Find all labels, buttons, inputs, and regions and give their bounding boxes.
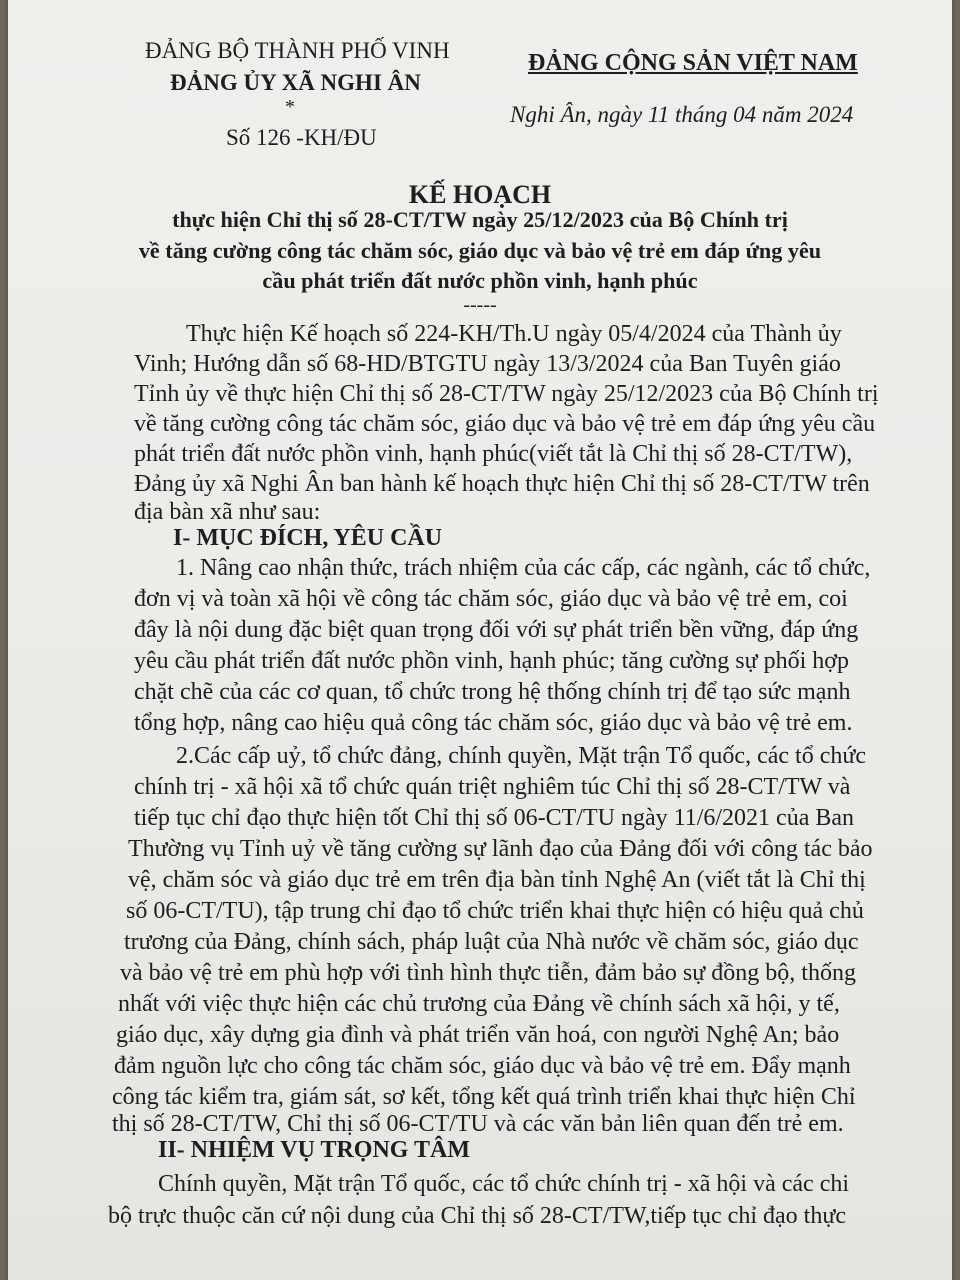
paragraph-line: công tác kiểm tra, giám sát, sơ kết, tổng kết quá trình triển khai thực hiện Chỉ [112, 1084, 856, 1110]
party-committee-name: ĐẢNG BỘ THÀNH PHỐ VINH [145, 38, 450, 63]
title-line-3: cầu phát triển đất nước phồn vinh, hạnh phúc [262, 268, 698, 293]
commune-committee-name: ĐẢNG ỦY XÃ NGHI ÂN [170, 70, 421, 95]
paragraph-line: nhất với việc thực hiện các chủ trương của Đảng về chính sách xã hội, y tế, [118, 991, 840, 1017]
title-separator: ----- [463, 294, 497, 316]
paragraph-line: Đảng ủy xã Nghi Ân ban hành kế hoạch thực hiện Chỉ thị số 28-CT/TW trên [134, 471, 870, 497]
paragraph-line: phát triển đất nước phồn vinh, hạnh phúc(viết tắt là Chỉ thị số 28-CT/TW), [134, 441, 853, 467]
document-title: KẾ HOẠCH [408, 180, 552, 209]
paragraph-line: tổng hợp, nâng cao hiệu quả công tác chăm sóc, giáo dục và bảo vệ trẻ em. [134, 710, 853, 736]
document-number: Số 126 -KH/ĐU [226, 125, 377, 150]
paragraph-line: trương của Đảng, chính sách, pháp luật của Nhà nước về chăm sóc, giáo dục [124, 929, 859, 955]
paragraph-line: 1. Nâng cao nhận thức, trách nhiệm của các cấp, các ngành, các tổ chức, [176, 555, 871, 581]
paragraph-line: chính trị - xã hội xã tổ chức quán triệt nghiêm túc Chỉ thị số 28-CT/TW và [134, 774, 851, 800]
paragraph-line: Chính quyền, Mặt trận Tổ quốc, các tổ chức chính trị - xã hội và các chi [158, 1171, 850, 1197]
paragraph-line: giáo dục, xây dựng gia đình và phát triển văn hoá, con người Nghệ An; bảo [116, 1022, 840, 1048]
place-date: Nghi Ân, ngày 11 tháng 04 năm 2024 [510, 102, 854, 127]
paragraph-line: Tỉnh ủy về thực hiện Chỉ thị số 28-CT/TW ngày 25/12/2023 của Bộ Chính trị [134, 381, 879, 407]
title-line-1: thực hiện Chỉ thị số 28-CT/TW ngày 25/12/2023 của Bộ Chính trị [172, 207, 788, 232]
paragraph-line: số 06-CT/TU), tập trung chỉ đạo tổ chức triển khai thực hiện có hiệu quả chủ [126, 898, 864, 924]
section-heading-2: II- NHIỆM VỤ TRỌNG TÂM [158, 1137, 471, 1163]
star-mark: * [285, 96, 295, 118]
paragraph-line: Thực hiện Kế hoạch số 224-KH/Th.U ngày 05/4/2024 của Thành ủy [186, 321, 842, 347]
paragraph-line: chặt chẽ của các cơ quan, tổ chức trong hệ thống chính trị để tạo sức mạnh [134, 679, 851, 705]
paragraph-line: và bảo vệ trẻ em phù hợp với tình hình thực tiễn, đảm bảo sự đồng bộ, thống [120, 960, 856, 986]
paragraph-line: đây là nội dung đặc biệt quan trọng đối với sự phát triển bền vững, đáp ứng [134, 617, 859, 643]
paragraph-line: vệ, chăm sóc và giáo dục trẻ em trên địa bàn tỉnh Nghệ An (viết tắt là Chỉ thị [128, 867, 866, 893]
paragraph-line: về tăng cường công tác chăm sóc, giáo dục và bảo vệ trẻ em đáp ứng yêu cầu [134, 411, 876, 437]
document-page [8, 0, 952, 1280]
paragraph-line: Thường vụ Tỉnh uỷ về tăng cường sự lãnh đạo của Đảng đối với công tác bảo [128, 836, 873, 862]
paragraph-line: đơn vị và toàn xã hội về công tác chăm sóc, giáo dục và bảo vệ trẻ em, coi [134, 586, 848, 612]
title-line-2: về tăng cường công tác chăm sóc, giáo dục và bảo vệ trẻ em đáp ứng yêu [138, 238, 822, 263]
paragraph-line: 2.Các cấp uỷ, tổ chức đảng, chính quyền, Mặt trận Tổ quốc, các tổ chức [176, 743, 867, 769]
paragraph-line: thị số 28-CT/TW, Chỉ thị số 06-CT/TU và các văn bản liên quan đến trẻ em. [112, 1111, 844, 1137]
paragraph-line: tiếp tục chỉ đạo thực hiện tốt Chỉ thị số 06-CT/TU ngày 11/6/2021 của Ban [134, 805, 854, 831]
section-heading-1: I- MỤC ĐÍCH, YÊU CẦU [173, 525, 443, 551]
paragraph-line: bộ trực thuộc căn cứ nội dung của Chỉ thị số 28-CT/TW,tiếp tục chỉ đạo thực [108, 1203, 846, 1229]
party-name: ĐẢNG CỘNG SẢN VIỆT NAM [528, 50, 858, 76]
paragraph-line: Vinh; Hướng dẫn số 68-HD/BTGTU ngày 13/3/2024 của Ban Tuyên giáo [134, 351, 841, 377]
paragraph-line: yêu cầu phát triển đất nước phồn vinh, hạnh phúc; tăng cường sự phối hợp [134, 648, 849, 674]
paragraph-line: đảm nguồn lực cho công tác chăm sóc, giáo dục và bảo vệ trẻ em. Đẩy mạnh [114, 1053, 851, 1079]
paragraph-line: địa bàn xã như sau: [134, 499, 321, 525]
